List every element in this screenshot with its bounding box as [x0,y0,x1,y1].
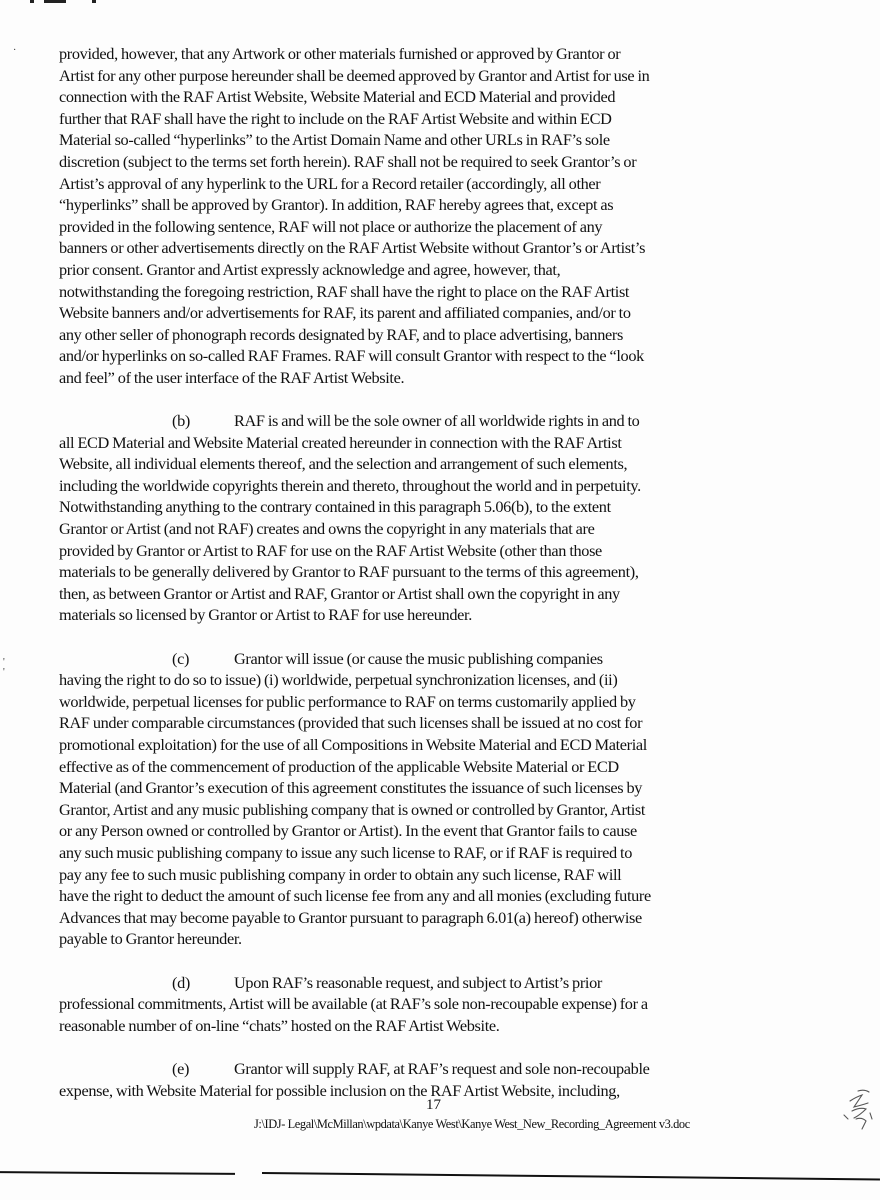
text-line: all ECD Material and Website Material created hereunder in connection with the RAF Artist [59,432,622,452]
text-line: effective as of the commencement of production of the applicable Website Material or ECD [59,756,619,776]
text-line: Artist’s approval of any hyperlink to the URL for a Record retailer (accordingly, all other [59,173,601,193]
margin-mark: ' [3,657,5,668]
paragraph-label: (b) [172,411,190,431]
text-line: “hyperlinks” shall be approved by Grantor). In addition, RAF hereby agrees that, except as [59,195,614,215]
paragraph-continuation [59,43,831,389]
text-line: promotional exploitation) for the use of all Compositions in Website Material and ECD Material [59,735,647,754]
text-line: expense, with Website Material for possible inclusion on the RAF Artist Website, including, [59,1080,620,1100]
text-line: Artist for any other purpose hereunder shall be deemed approved by Grantor and Artist for use in [59,65,650,85]
text-line: RAF under comparable circumstances (provided that such licenses shall be issued at no cost for [59,713,643,733]
text-line: Notwithstanding anything to the contrary contained in this paragraph 5.06(b), to the extent [59,497,611,517]
paragraph-d [59,972,831,1037]
text-line: having the right to do so to issue) (i) worldwide, perpetual synchronization licenses, and (ii) [59,670,618,690]
text-line: Advances that may become payable to Grantor pursuant to paragraph 6.01(a) hereof) otherwise [59,907,642,927]
text-line: discretion (subject to the terms set forth herein). RAF shall not be required to seek Grantor’s or [59,151,637,171]
text-line: materials to be generally delivered by Grantor to RAF pursuant to the terms of this agreement), [59,562,639,582]
text-line: Upon RAF’s reasonable request, and subject to Artist’s prior [234,972,602,992]
text-line: professional commitments, Artist will be available (at RAF’s sole non-recoupable expense) for a [59,994,648,1014]
margin-mark: ' [3,667,5,678]
text-line: reasonable number of on-line “chats” hosted on the RAF Artist Website. [59,1015,500,1035]
text-line: Grantor will supply RAF, at RAF’s request and sole non-recoupable [234,1058,650,1078]
text-line: banners or other advertisements directly on the RAF Artist Website without Grantor’s or Artist’s [59,238,646,258]
paragraph-label: (c) [172,648,190,668]
document-body [59,43,831,1101]
text-line: and/or hyperlinks on so-called RAF Frames. RAF will consult Grantor with respect to the “look [59,346,644,366]
text-line: provided, however, that any Artwork or other materials furnished or approved by Grantor or [59,44,621,63]
text-line: provided by Grantor or Artist to RAF for use on the RAF Artist Website (other than those [59,540,602,560]
text-line: materials so licensed by Grantor or Artist to RAF for use hereunder. [59,605,472,625]
text-line: and feel” of the user interface of the RAF Artist Website. [59,367,405,387]
paragraph-label: (d) [172,972,190,992]
text-line: worldwide, perpetual licenses for public performance to RAF on terms customarily applied by [59,691,636,711]
text-line: provided in the following sentence, RAF will not place or authorize the placement of any [59,216,603,236]
text-line: or any Person owned or controlled by Grantor or Artist). In the event that Grantor fails to cause [59,821,637,841]
text-line: Website, all individual elements thereof, and the selection and arrangement of such elements, [59,454,628,474]
text-line: have the right to deduct the amount of such license fee from any and all monies (excluding future [59,886,651,906]
text-line: payable to Grantor hereunder. [59,929,242,949]
file-path: J:\IDJ- Legal\McMillan\wpdata\Kanye West\Kanye West_New_Recording_Agreement v3.doc [254,1117,690,1131]
text-line: any such music publishing company to issue any such license to RAF, or if RAF is required to [59,842,632,862]
scan-artifact-bottom-rule [262,1172,880,1180]
paragraph-b [59,410,831,626]
text-line: Grantor will issue (or cause the music publishing companies [234,648,603,668]
text-line: including the worldwide copyrights therein and thereto, throughout the world and in perpetuity. [59,475,641,495]
scan-artifact-top [30,0,120,6]
text-line: pay any fee to such music publishing company in order to obtain any such license, RAF will [59,864,622,884]
scan-artifact-bottom-rule [0,1171,235,1175]
text-line: notwithstanding the foregoing restriction, RAF shall have the right to place on the RAF Artist [59,281,630,301]
text-line: then, as between Grantor or Artist and RAF, Grantor or Artist shall own the copyright in any [59,583,620,603]
page-number: 17 [426,1097,441,1113]
text-line: any other seller of phonograph records designated by RAF, and to place advertising, banners [59,324,623,344]
paragraph-e [59,1058,831,1101]
text-line: further that RAF shall have the right to include on the RAF Artist Website and within ECD [59,108,612,128]
handwritten-initials-icon [836,1085,876,1133]
text-line: Website banners and/or advertisements for RAF, its parent and affiliated companies, and/or to [59,303,631,323]
text-line: RAF is and will be the sole owner of all worldwide rights in and to [234,411,640,431]
text-line: Material (and Grantor’s execution of this agreement constitutes the issuance of such licenses by [59,778,643,798]
text-line: connection with the RAF Artist Website, Website Material and ECD Material and provided [59,87,616,107]
text-line: Grantor or Artist (and not RAF) creates and owns the copyright in any materials that are [59,519,595,539]
text-line: Material so-called “hyperlinks” to the Artist Domain Name and other URLs in RAF’s sole [59,130,610,150]
text-line: Grantor, Artist and any music publishing company that is owned or controlled by Grantor, Artist [59,799,646,819]
paragraph-label: (e) [172,1058,190,1078]
text-line: prior consent. Grantor and Artist expressly acknowledge and agree, however, that, [59,259,561,279]
margin-mark: · [13,45,17,56]
paragraph-c [59,648,831,950]
